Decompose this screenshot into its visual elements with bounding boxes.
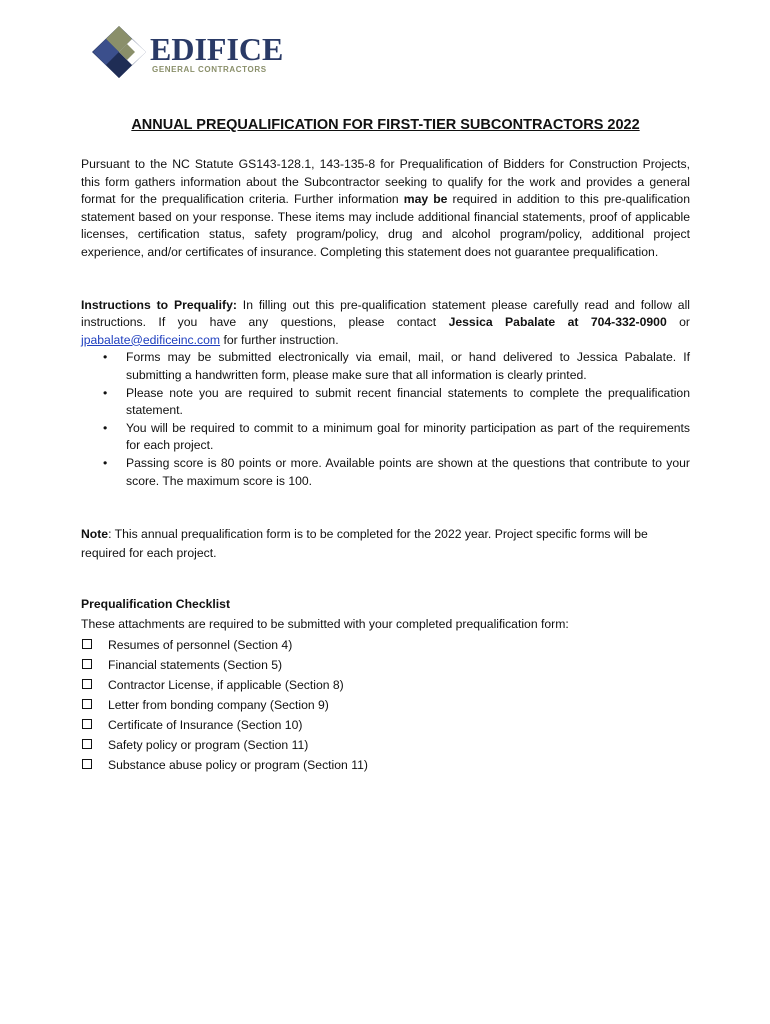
contact-email-link[interactable]: jpabalate@edificeinc.com: [81, 332, 221, 347]
checklist-item: [81, 735, 690, 755]
note-paragraph: [81, 525, 690, 563]
intro-text-a: Pursuant to the NC Statute GS143-128.1, 143-135-8 for Prequalification of Bidders for Construction Projects, this form gathers information about the Subcontractor seeking to qualify for the work and provides a general format for the prequalification criteria. Further information: [81, 157, 690, 207]
instructions-or: or: [666, 315, 690, 330]
checklist-item: [81, 635, 690, 655]
checklist-intro: These attachments are required to be submitted with your completed prequalification form:: [81, 616, 569, 631]
bullet-text: Passing score is 80 points or more. Available points are shown at the questions that contribute to your score. The maximum score is 100.: [126, 455, 690, 488]
intro-text-b: required in addition to this pre-qualification statement based on your response. These items may include additional financial statements, proof of applicable licenses, certification status, safety program/policy, drug and alcohol program/policy, additional project experience, and/or certificates of insurance. Completing this statement does not guarantee prequalification.: [81, 192, 690, 259]
list-item: [103, 455, 690, 490]
edifice-diamond-logo-icon: [90, 24, 148, 80]
intro-paragraph: [81, 156, 690, 262]
checklist-item-label: Financial statements (Section 5): [108, 658, 283, 673]
prequalification-checklist: [81, 635, 690, 775]
checkbox[interactable]: [82, 639, 92, 649]
checkbox[interactable]: [82, 659, 92, 669]
bullet-icon: •: [103, 350, 108, 365]
checklist-item: [81, 695, 690, 715]
instructions-label: Instructions to Prequalify:: [81, 297, 237, 312]
list-item: [103, 349, 690, 384]
checklist-item-label: Certificate of Insurance (Section 10): [108, 718, 303, 733]
checklist-title: Prequalification Checklist: [81, 597, 230, 612]
instructions-paragraph: [81, 297, 690, 350]
bullet-text: Please note you are required to submit recent financial statements to complete the prequalification statement.: [126, 385, 690, 418]
checklist-item: [81, 675, 690, 695]
checklist-item-label: Resumes of personnel (Section 4): [108, 638, 293, 653]
edifice-logo: [90, 24, 290, 80]
list-item: [103, 420, 690, 455]
checkbox[interactable]: [82, 699, 92, 709]
note-label: Note: [81, 527, 109, 542]
bullet-text: Forms may be submitted electronically via email, mail, or hand delivered to Jessica Pabalate. If submitting a handwritten form, please make sure that all information is clearly printed.: [126, 350, 690, 382]
bullet-text: You will be required to commit to a minimum goal for minority participation as part of the requirements for each project.: [126, 420, 690, 453]
document-body: [81, 114, 690, 775]
intro-bold-text: may be: [403, 192, 448, 207]
checklist-item-label: Letter from bonding company (Section 9): [108, 698, 329, 713]
bullet-icon: •: [103, 420, 108, 435]
checklist-item: [81, 755, 690, 775]
checkbox[interactable]: [82, 679, 92, 689]
instructions-text-b: for further instruction.: [220, 332, 339, 347]
list-item: [103, 385, 690, 420]
document-title: ANNUAL PREQUALIFICATION FOR FIRST-TIER SUBCONTRACTORS 2022: [131, 117, 640, 133]
checkbox[interactable]: [82, 739, 92, 749]
bullet-icon: •: [103, 455, 108, 470]
checkbox[interactable]: [82, 719, 92, 729]
instructions-bullet-list: [81, 349, 690, 490]
checklist-item-label: Contractor License, if applicable (Section 8): [108, 678, 344, 693]
checklist-item: [81, 655, 690, 675]
logo-brand-text: EDIFICE: [150, 31, 284, 67]
checkbox[interactable]: [82, 759, 92, 769]
checklist-item: [81, 715, 690, 735]
contact-name-phone: Jessica Pabalate at 704-332-0900: [448, 315, 667, 330]
checklist-item-label: Substance abuse policy or program (Section 11): [108, 758, 368, 773]
note-text: : This annual prequalification form is to be completed for the 2022 year. Project specific forms will be required for each project.: [81, 527, 648, 561]
bullet-icon: •: [103, 385, 108, 400]
instructions-text-a: In filling out this pre-qualification statement please carefully read and follow all instructions. If you have any questions, please contact: [81, 297, 690, 330]
checklist-item-label: Safety policy or program (Section 11): [108, 738, 309, 753]
logo-subtitle: GENERAL CONTRACTORS: [152, 65, 267, 74]
